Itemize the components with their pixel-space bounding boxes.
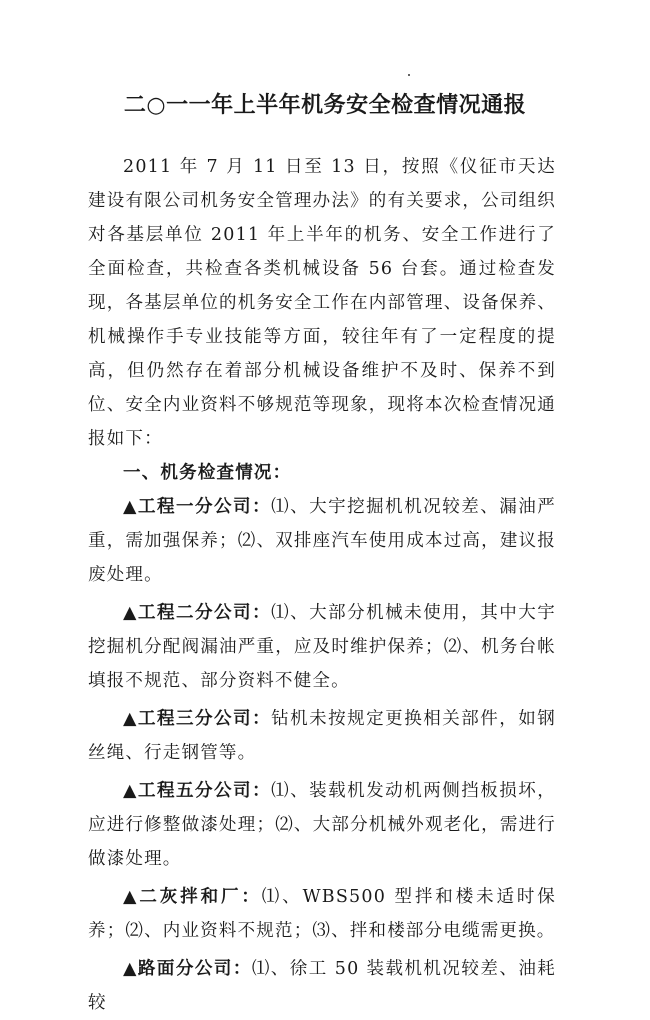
document-title: 二○一一年上半年机务安全检查情况通报 — [123, 93, 527, 118]
unit-findings: ⑴、大部分机械未使用，其中大宇挖掘机分配阀漏油严重，应及时维护保养；⑵、机务台帐填报不规范、部分资料不健全。 — [88, 603, 557, 691]
unit-label: ▲二灰拌和厂： — [123, 887, 262, 907]
inspection-item — [88, 774, 556, 876]
unit-findings: 钻机未按规定更换相关部件，如钢丝绳、行走钢管等。 — [88, 709, 557, 763]
unit-findings: ⑴、大宇挖掘机机况较差、漏油严重，需加强保养；⑵、双排座汽车使用成本过高，建议报废处理。 — [88, 497, 557, 585]
inspection-item — [88, 952, 556, 1020]
inspection-item — [88, 702, 556, 770]
scan-speck — [408, 74, 410, 76]
section-heading: 一、机务检查情况： — [123, 463, 292, 483]
unit-label: ▲工程二分公司： — [123, 603, 272, 623]
unit-label: ▲工程三分公司： — [123, 709, 272, 729]
unit-label: ▲路面分公司： — [123, 959, 252, 979]
unit-findings: ⑴、WBS500 型拌和楼未适时保养；⑵、内业资料不规范；⑶、拌和楼部分电缆需更换。 — [88, 887, 557, 941]
inspection-item — [88, 880, 556, 948]
unit-label: ▲工程一分公司： — [123, 497, 272, 517]
unit-findings: ⑴、徐工 50 装载机机况较差、油耗较 — [88, 959, 556, 1013]
unit-findings: ⑴、装载机发动机两侧挡板损坏，应进行修整做漆处理；⑵、大部分机械外观老化，需进行做漆处理。 — [88, 781, 557, 869]
inspection-item — [88, 596, 556, 698]
inspection-item — [88, 490, 556, 592]
unit-label: ▲工程五分公司： — [123, 781, 272, 801]
document-body — [88, 150, 556, 1020]
intro-paragraph: 2011 年 7 月 11 日至 13 日，按照《仪征市天达建设有限公司机务安全管理办法》的有关要求，公司组织对各基层单位 2011 年上半年的机务、安全工作进行了全面检查，共检查各类机械设备 56 台套。通过检查发现，各基层单位的机务安全工作在内部管理、设备保养、机械操作手专业技能等方面，较往年有了一定程度的提高，但仍然存在着部分机械设备维护不及时、保养不到位、安全内业资料不够规范等现象，现将本次检查情况通报如下： — [88, 157, 556, 449]
